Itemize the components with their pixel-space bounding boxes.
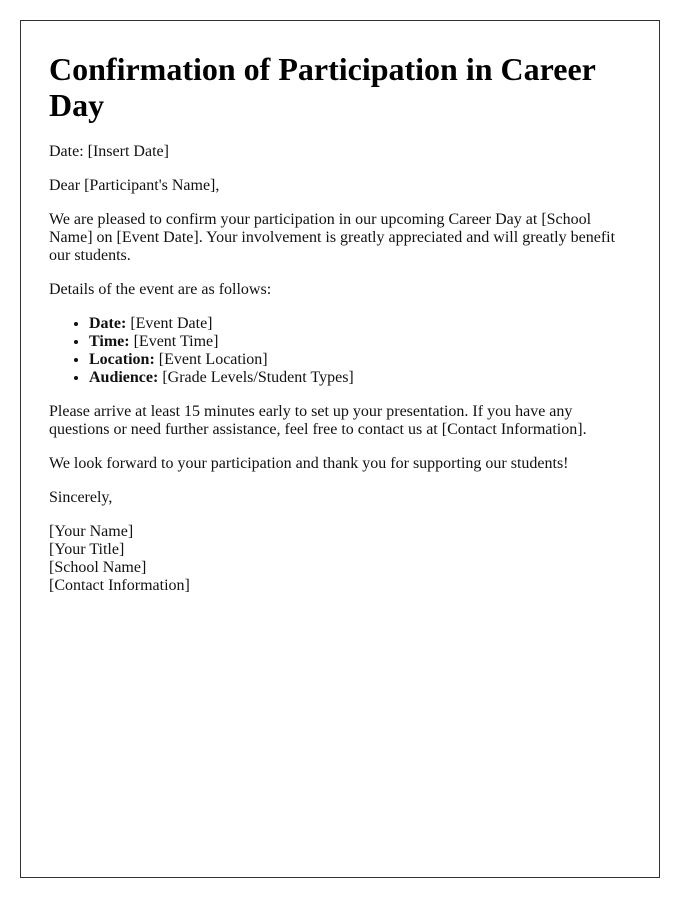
salutation: Dear [Participant's Name], (49, 177, 220, 194)
signature-school: [School Name] (49, 559, 147, 576)
detail-label: Location: (89, 351, 155, 368)
signature-title: [Your Title] (49, 541, 125, 558)
detail-item-location (89, 351, 631, 369)
letter-title: Confirmation of Participation in Career Day (49, 51, 596, 123)
closing-paragraph: We look forward to your participation and thank you for supporting our students! (49, 455, 569, 472)
detail-label: Time: (89, 333, 130, 350)
detail-value: [Event Date] (126, 315, 213, 332)
signature-contact: [Contact Information] (49, 577, 190, 594)
letter-page (20, 20, 660, 878)
detail-item-audience (89, 369, 631, 387)
detail-item-date (89, 315, 631, 333)
signature-name: [Your Name] (49, 523, 134, 540)
detail-label: Date: (89, 315, 127, 332)
signature-block (49, 523, 631, 595)
detail-label: Audience: (89, 369, 159, 386)
detail-value: [Event Time] (129, 333, 219, 350)
detail-item-time (89, 333, 631, 351)
detail-value: [Grade Levels/Student Types] (158, 369, 354, 386)
sign-off: Sincerely, (49, 489, 113, 506)
details-intro: Details of the event are as follows: (49, 281, 272, 298)
arrival-paragraph: Please arrive at least 15 minutes early to set up your presentation. If you have any questions or need further assistance, feel free to contact us at [Contact Information]. (49, 403, 587, 438)
date-line: Date: [Insert Date] (49, 143, 169, 160)
detail-value: [Event Location] (154, 351, 268, 368)
event-details-list (49, 315, 631, 387)
intro-paragraph: We are pleased to confirm your participation in our upcoming Career Day at [School Name] on [Event Date]. Your involvement is greatly appreciated and will greatly benefit our students. (49, 211, 616, 264)
